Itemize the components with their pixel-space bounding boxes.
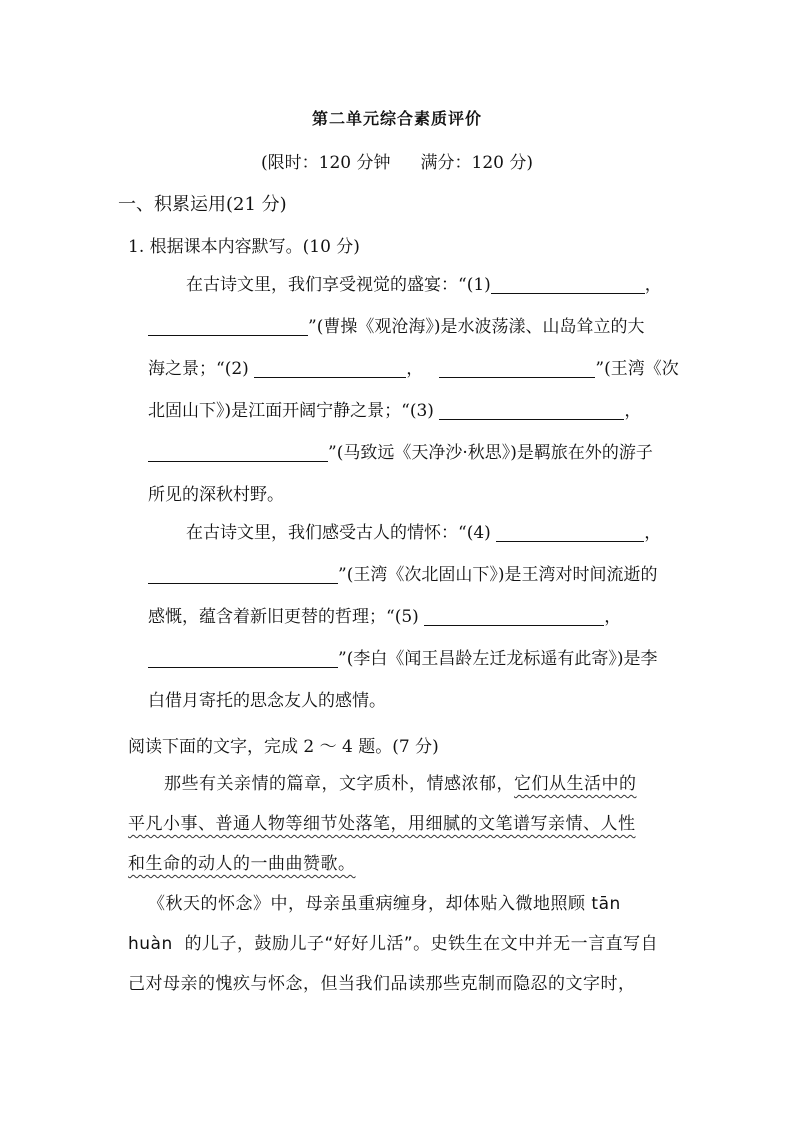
question-1-heading: 1. 根据课本内容默写。(10 分): [128, 237, 360, 257]
answer-blank-3b[interactable]: [148, 441, 328, 462]
passage-line: 那些有关亲情的篇章，文字质朴，情感浓郁，它们从生活中的: [164, 774, 637, 794]
question-1-paragraph-2: [148, 512, 678, 722]
answer-blank-5b[interactable]: [148, 647, 338, 668]
wavy-underlined-text: 和生命的动人的一曲曲赞歌。: [128, 854, 356, 874]
answer-blank-2a[interactable]: [254, 357, 406, 378]
passage-line: 己对母亲的愧疚与怀念，但当我们品读那些克制而隐忍的文字时，: [128, 974, 636, 994]
answer-blank-4a[interactable]: [496, 521, 644, 542]
text-line: 所见的深秋村野。: [148, 485, 284, 505]
full-score: 满分：120 分): [420, 153, 533, 173]
text-line: 北固山下》)是江面开阔宁静之景；“(3) ，: [148, 401, 642, 421]
wavy-underlined-text: 平凡小事、普通人物等细节处落笔，用细腻的文笔谱写亲情、人性: [128, 814, 636, 834]
page-title: 第二单元综合素质评价: [311, 109, 482, 128]
section-heading: 一、积累运用(21 分): [118, 194, 287, 215]
text-line: 在古诗文里，我们享受视觉的盛宴：“(1) ，: [186, 275, 662, 295]
answer-blank-2b[interactable]: [439, 357, 595, 378]
passage-line: huàn 的儿子，鼓励儿子“好好儿活”。史铁生在文中并无一言直写自: [128, 934, 659, 954]
text-line: ”(曹操《观沧海》)是水波荡漾、山岛耸立的大: [148, 306, 678, 348]
answer-blank-1b[interactable]: [148, 315, 308, 336]
text-line: 白借月寄托的思念友人的感情。: [148, 691, 386, 711]
reading-passage: [128, 764, 678, 1004]
answer-blank-1a[interactable]: [491, 273, 645, 294]
text-line: ”(马致远《天净沙·秋思》)是羁旅在外的游子: [148, 432, 678, 474]
text-line: ”(王湾《次北固山下》)是王湾对时间流逝的: [148, 554, 678, 596]
answer-blank-4b[interactable]: [148, 563, 338, 584]
passage-line: [128, 804, 678, 844]
text-line: ”(李白《闻王昌龄左迁龙标遥有此寄》)是李: [148, 638, 678, 680]
reading-instructions: 阅读下面的文字，完成 2 ～ 4 题。(7 分): [128, 737, 439, 757]
wavy-underlined-text: 它们从生活中的: [514, 774, 637, 794]
time-limit: (限时：120 分钟: [261, 153, 391, 173]
answer-blank-5a[interactable]: [424, 605, 604, 626]
answer-blank-3a[interactable]: [439, 399, 624, 420]
passage-line: [128, 844, 678, 884]
question-1-paragraph-1: [148, 264, 678, 516]
text-line: 在古诗文里，我们感受古人的情怀：“(4) ，: [186, 523, 662, 543]
text-line: 海之景；“(2) ， ”(王湾《次: [148, 359, 679, 379]
pinyin-annotation: tān: [591, 894, 621, 914]
time-score-line: [0, 148, 794, 173]
pinyin-annotation: huàn: [128, 934, 173, 954]
passage-line: 《秋天的怀念》中，母亲虽重病缠身，却体贴入微地照顾 tān: [148, 894, 621, 914]
text-line: 感慨，蕴含着新旧更替的哲理；“(5) ，: [148, 607, 622, 627]
